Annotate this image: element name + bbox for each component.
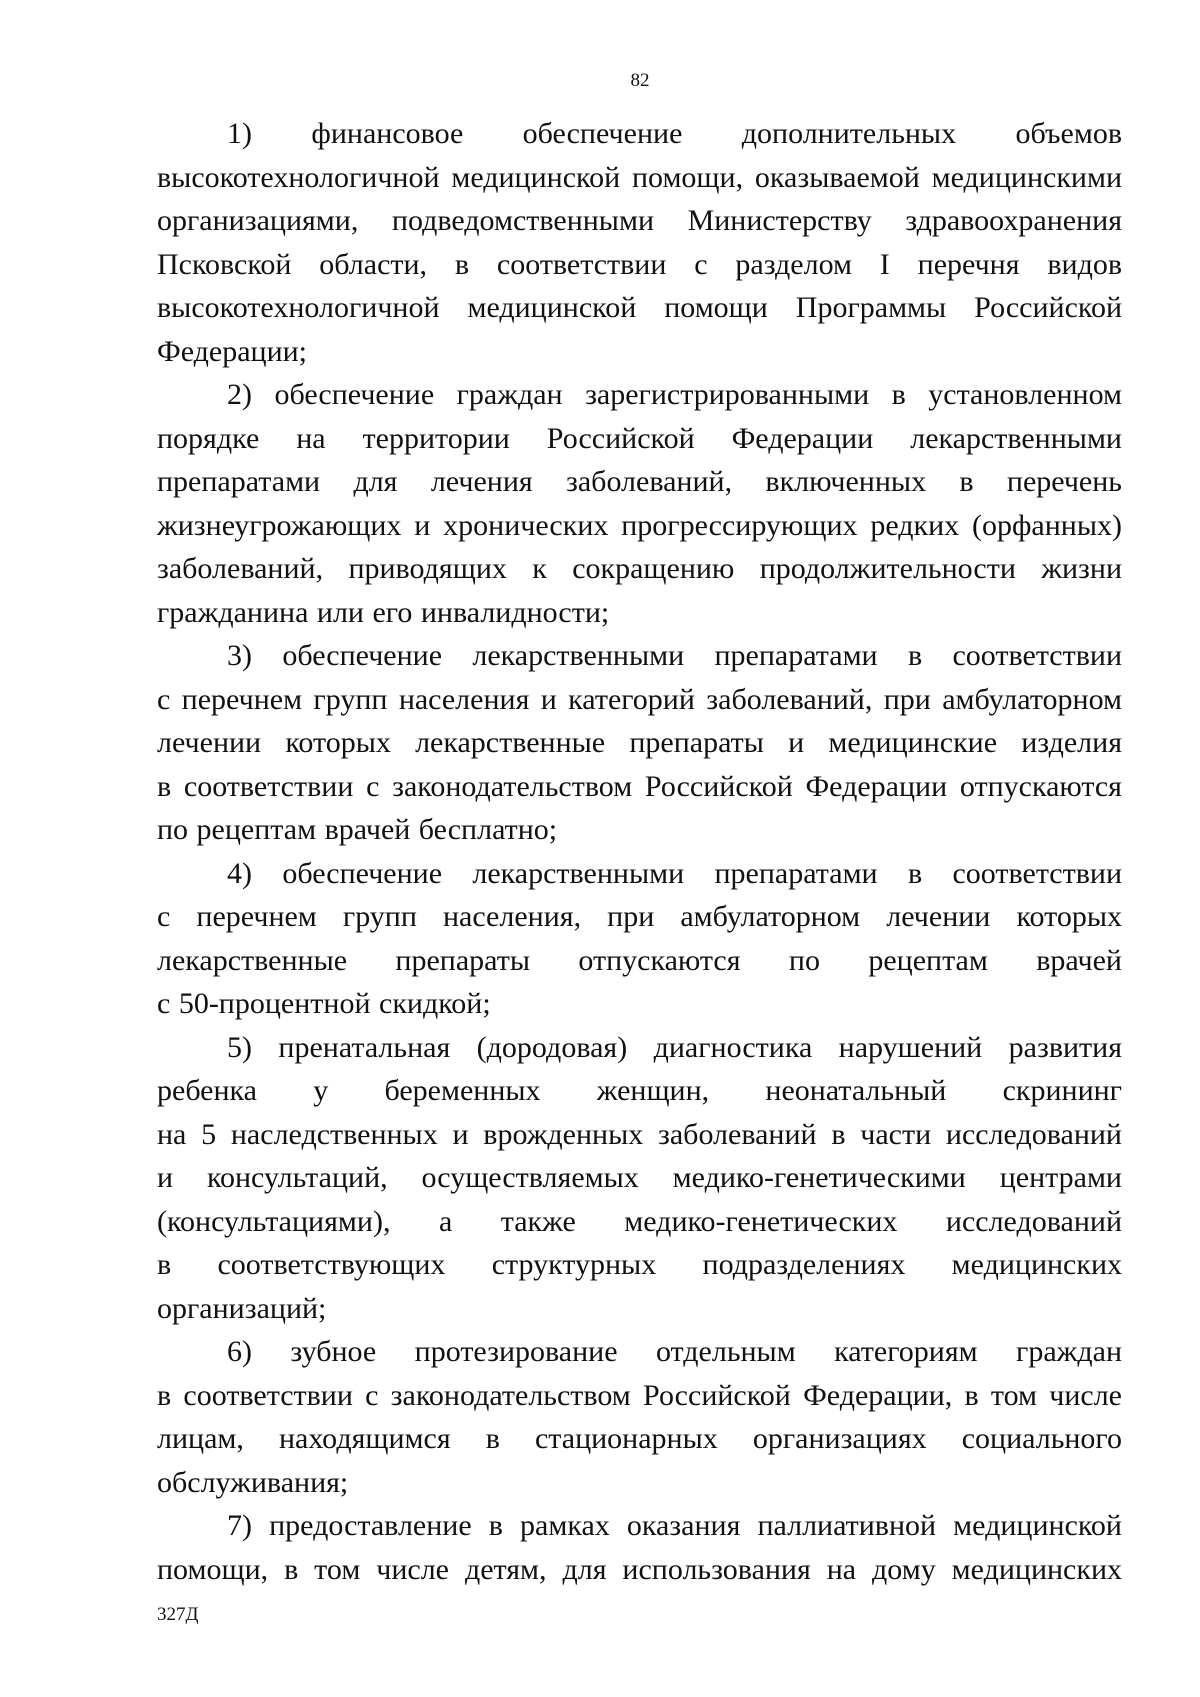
text-line: с перечнем групп населения, при амбулаторном лечении которых — [157, 900, 1122, 933]
text-line: (консультациями), а также медико-генетических исследований — [157, 1204, 1122, 1238]
text-line: организаций; — [157, 1291, 327, 1325]
text-line: по рецептам врачей бесплатно; — [157, 813, 558, 846]
paragraph-4 — [157, 852, 1122, 1026]
text-line: обслуживания; — [157, 1465, 349, 1499]
text-line: 2) обеспечение граждан зарегистрированными в установленном — [227, 378, 1122, 411]
text-line: ребенка у беременных женщин, неонатальный скрининг — [157, 1074, 1122, 1107]
text-line: в соответствии с законодательством Российской Федерации отпускаются — [157, 769, 1122, 803]
text-line: 6) зубное протезирование отдельным категориям граждан — [227, 1335, 1122, 1368]
paragraph-6 — [157, 1330, 1122, 1504]
text-line: порядке на территории Российской Федерации лекарственными — [157, 421, 1122, 455]
text-line: гражданина или его инвалидности; — [157, 595, 610, 629]
text-line: высокотехнологичной медицинской помощи, оказываемой медицинскими — [157, 160, 1122, 194]
text-line: в соответствии с законодательством Российской Федерации, в том числе — [157, 1378, 1122, 1412]
text-line: лекарственные препараты отпускаются по рецептам врачей — [157, 943, 1122, 977]
page-number: 82 — [630, 70, 650, 91]
text-line: 7) предоставление в рамках оказания паллиативной медицинской — [227, 1509, 1122, 1542]
text-line: Федерации; — [157, 334, 308, 368]
text-line: 4) обеспечение лекарственными препаратами в соответствии — [227, 856, 1122, 890]
paragraph-1 — [157, 112, 1122, 373]
text-line: препаратами для лечения заболеваний, включенных в перечень — [157, 465, 1122, 498]
text-line: в соответствующих структурных подразделениях медицинских — [157, 1248, 1122, 1281]
paragraph-5 — [157, 1026, 1122, 1331]
text-line: лицам, находящимся в стационарных организациях социального — [157, 1422, 1122, 1455]
text-line: с 50-процентной скидкой; — [157, 987, 491, 1020]
document-code: 327Д — [157, 1604, 199, 1625]
document-body — [157, 112, 1122, 1591]
text-line: заболеваний, приводящих к сокращению продолжительности жизни — [157, 552, 1122, 585]
text-line: высокотехнологичной медицинской помощи Программы Российской — [157, 291, 1122, 324]
text-line: 1) финансовое обеспечение дополнительных объемов — [227, 117, 1122, 150]
text-line: организациями, подведомственными Министерству здравоохранения — [157, 204, 1122, 237]
paragraph-3 — [157, 634, 1122, 852]
paragraph-7 — [157, 1504, 1122, 1591]
text-line: 5) пренатальная (дородовая) диагностика нарушений развития — [227, 1030, 1122, 1064]
text-line: и консультаций, осуществляемых медико-генетическими центрами — [157, 1161, 1122, 1194]
text-line: на 5 наследственных и врожденных заболеваний в части исследований — [157, 1117, 1122, 1151]
text-line: лечении которых лекарственные препараты и медицинские изделия — [157, 726, 1122, 759]
text-line: 3) обеспечение лекарственными препаратами в соответствии — [227, 639, 1122, 672]
text-line: Псковской области, в соответствии с разделом I перечня видов — [157, 247, 1122, 281]
text-line: с перечнем групп населения и категорий заболеваний, при амбулаторном — [157, 682, 1122, 716]
text-line: жизнеугрожающих и хронических прогрессирующих редких (орфанных) — [157, 508, 1122, 542]
text-line: помощи, в том числе детям, для использования на дому медицинских — [157, 1552, 1122, 1586]
paragraph-2 — [157, 373, 1122, 634]
